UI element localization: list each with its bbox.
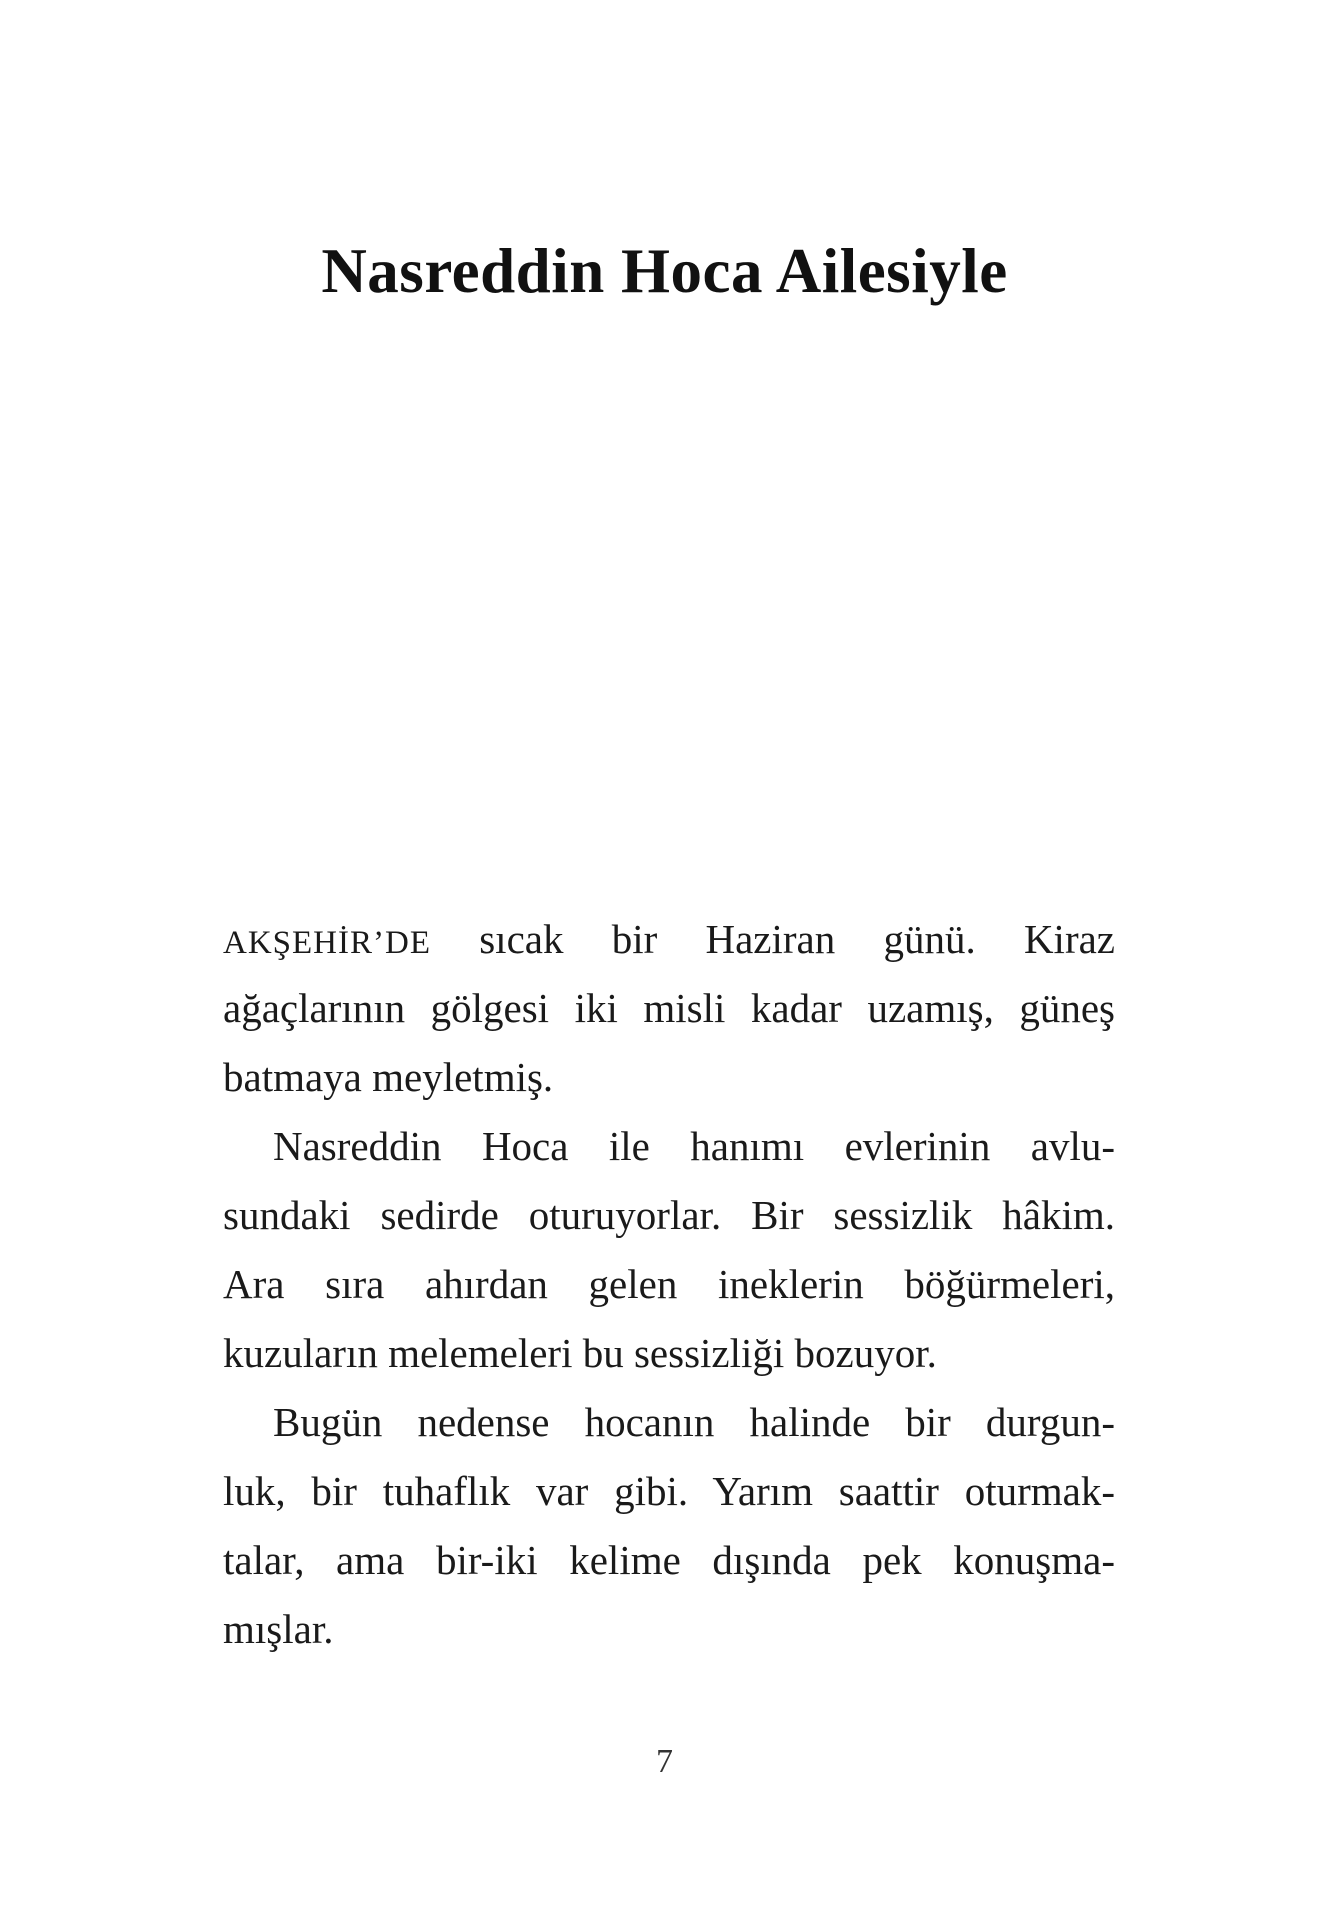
paragraph-line: AKŞEHİR’DE sıcak bir Haziran günü. Kiraz <box>223 916 1115 962</box>
body-text <box>223 905 1115 1664</box>
paragraph-line: talar, ama bir-iki kelime dışında pek konuşma- <box>223 1537 1115 1583</box>
paragraph-line: mışlar. <box>223 1606 334 1652</box>
paragraph-line: luk, bir tuhaflık var gibi. Yarım saattir oturmak- <box>223 1468 1115 1514</box>
page-number: 7 <box>656 1743 673 1780</box>
chapter-title: Nasreddin Hoca Ailesiyle <box>321 236 1008 306</box>
paragraph-line: sundaki sedirde oturuyorlar. Bir sessizlik hâkim. <box>223 1192 1115 1238</box>
paragraph-line: batmaya meyletmiş. <box>223 1054 554 1100</box>
paragraph-3 <box>223 1388 1115 1664</box>
paragraph-line: Ara sıra ahırdan gelen ineklerin böğürmeleri, <box>223 1261 1115 1307</box>
paragraph-2 <box>223 1112 1115 1388</box>
paragraph-line: Nasreddin Hoca ile hanımı evlerinin avlu- <box>273 1123 1115 1169</box>
paragraph-line: kuzuların melemeleri bu sessizliği bozuyor. <box>223 1330 937 1376</box>
paragraph-line: Bugün nedense hocanın halinde bir durgun- <box>273 1399 1115 1445</box>
paragraph-1 <box>223 905 1115 1112</box>
lead-in-caps: AKŞEHİR’DE <box>223 925 431 961</box>
paragraph-line: ağaçlarının gölgesi iki misli kadar uzamış, güneş <box>223 985 1115 1031</box>
